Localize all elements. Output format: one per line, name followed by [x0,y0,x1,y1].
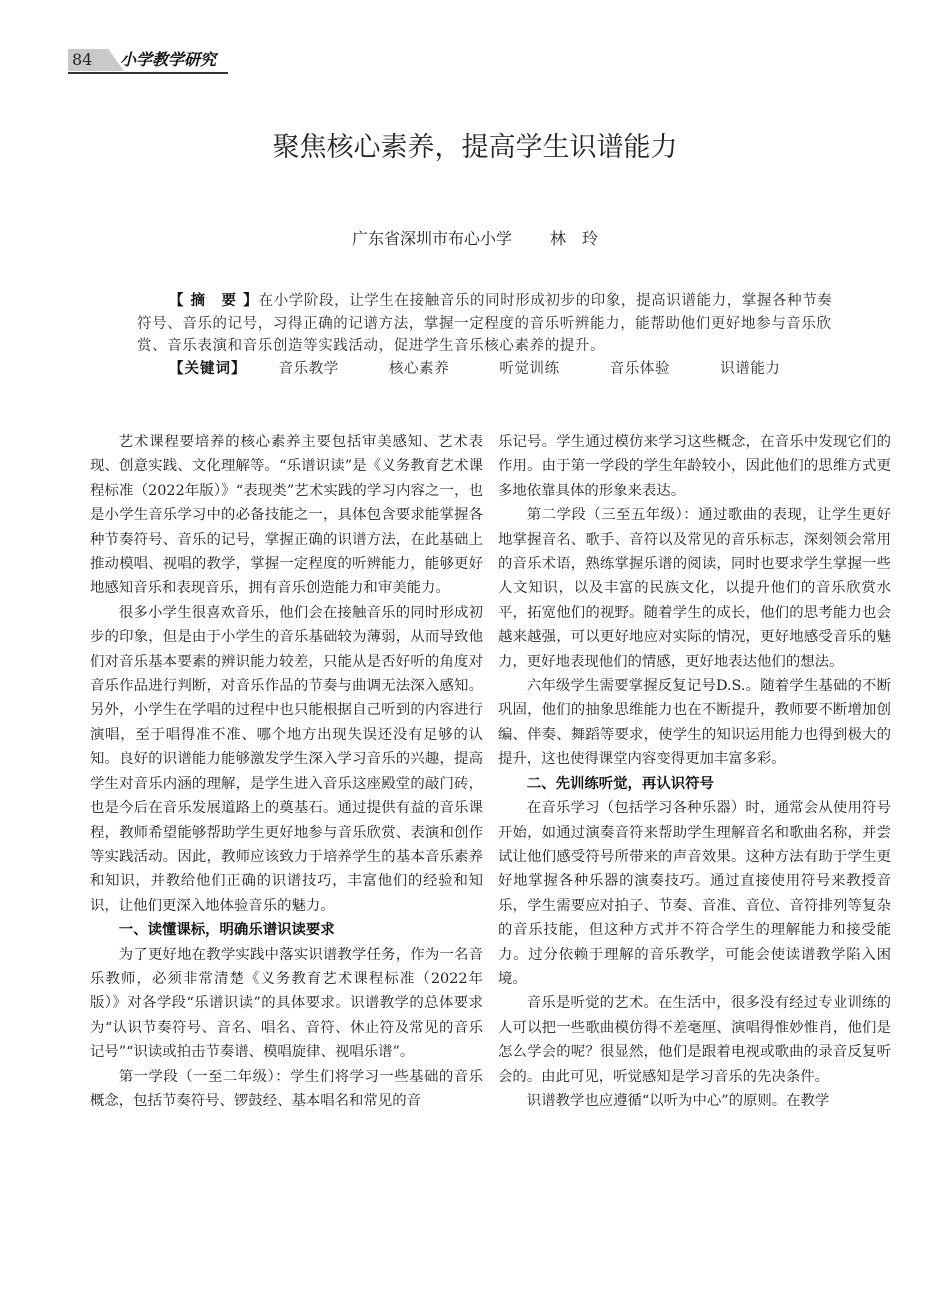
abstract-label: 【 摘 要 】 [169,293,259,309]
section-heading: 一、读懂课标，明确乐谱识读要求 [118,922,335,939]
body-paragraph: 艺术课程要培养的核心素养主要包括审美感知、艺术表现、创意实践、文化理解等。“乐谱识读”是《义务教育艺术课程标准（2022年版）》“表现类”艺术实践的学习内容之一，也是小学生音乐学习中的必备技能之一，具体包含要求能掌握各种节奏符号、音乐的记号，掌握正确的识谱方法，在此基础上推动模唱、视唱的教学，掌握一定程度的听辨能力，能够更好地感知音乐和表现音乐，拥有音乐创造能力和审美能力。 [90,434,483,597]
body-paragraph-continued: 乐记号。学生通过模仿来学习这些概念，在音乐中发现它们的作用。由于第一学段的学生年龄较小，因此他们的思维方式更多地依靠具体的形象来表达。 [498,434,891,499]
body-paragraph: 第一学段（一至二年级）：学生们将学习一些基础的音乐概念，包括节奏符号、锣鼓经、基本唱名和常见的音 [90,1068,483,1109]
page-number: 84 [72,50,93,69]
body-paragraph: 很多小学生很喜欢音乐，他们会在接触音乐的同时形成初步的印象，但是由于小学生的音乐基础较为薄弱，从而导致他们对音乐基本要素的辨识能力较差，只能从是否好听的角度对音乐作品进行判断，对音乐作品的节奏与曲调无法深入感知。另外，小学生在学唱的过程中也只能根据自己听到的内容进行演唱，至于唱得准不准、哪个地方出现失误还没有足够的认知。良好的识谱能力能够激发学生深入学习音乐的兴趣，提高学生对音乐内涵的理解，是学生进入音乐这座殿堂的敲门砖，也是今后在音乐发展道路上的奠基石。通过提供有益的音乐课程，教师希望能够帮助学生更好地参与音乐欣赏、表演和创作等实践活动。因此，教师应该致力于培养学生的基本音乐素养和知识，并教给他们正确的识谱技巧，丰富他们的经验和知识，让他们更深入地体验音乐的魅力。 [90,604,483,914]
keyword: 识谱能力 [720,360,781,377]
abstract-block [137,290,837,380]
journal-name: 小学教学研究 [120,50,217,69]
keyword: 音乐教学 [278,360,339,377]
article-title: 聚焦核心素养，提高学生识谱能力 [272,132,678,163]
section-heading: 二、先训练听觉，再认识符号 [526,775,714,792]
body-paragraph: 六年级学生需要掌握反复记号D.S.。随着学生基础的不断巩固，他们的抽象思维能力也在不断提升，教师要不断增加创编、伴奏、舞蹈等要求，使学生的知识运用能力也得到极大的提升，这也使得课堂内容变得更加丰富多彩。 [498,678,891,768]
author-name: 林 玲 [550,229,599,248]
author-affiliation: 广东省深圳市布心小学 [351,229,512,248]
keywords-label: 【关键词】 [169,360,247,377]
keyword: 听觉训练 [499,360,560,377]
keyword: 核心素养 [388,360,450,377]
abstract-paragraph [137,290,837,358]
header-rule [68,72,228,74]
body-paragraph: 在音乐学习（包括学习各种乐器）时，通常会从使用符号开始，如通过演奏音符来帮助学生理解音名和歌曲名称，并尝试让他们感受符号所带来的声音效果。这种方法有助于学生更好地掌握各种乐器的演奏技巧。通过直接使用符号来教授音乐，学生需要应对拍子、节奏、音准、音位、音符排列等复杂的音乐技能，但这种方式并不符合学生的理解能力和接受能力。过分依赖于理解的音乐教学，可能会使读谱教学陷入困境。 [498,800,891,987]
body-paragraph: 音乐是听觉的艺术。在生活中，很多没有经过专业训练的人可以把一些歌曲模仿得不差毫厘、演唱得惟妙惟肖，他们是怎么学会的呢？很显然，他们是跟着电视或歌曲的录音反复听会的。由此可见，听觉感知是学习音乐的先决条件。 [498,995,891,1085]
abstract-text: 在小学阶段，让学生在接触音乐的同时形成初步的印象，提高识谱能力，掌握各种节奏符号、音乐的记号，习得正确的记谱方法，掌握一定程度的音乐听辨能力，能帮助他们更好地参与音乐欣赏、音乐表演和音乐创造等实践活动，促进学生音乐核心素养的提升。 [137,293,833,354]
body-paragraph: 第二学段（三至五年级）：通过歌曲的表现，让学生更好地掌握音名、歌手、音符以及常见的音乐标志，深刻领会常用的音乐术语，熟练掌握乐谱的阅读，同时也要求学生掌握一些人文知识，以及丰富的民族文化，以提升他们的音乐欣赏水平，拓宽他们的视野。随着学生的成长，他们的思考能力也会越来越强，可以更好地应对实际的情况，更好地感受音乐的魅力，更好地表现他们的情感，更好地表达他们的想法。 [498,507,891,670]
keywords-line [137,358,837,381]
byline [0,228,950,250]
body-paragraph: 识谱教学也应遵循“以听为中心”的原则。在教学 [526,1092,830,1109]
page-header [68,45,928,73]
left-column [90,430,483,1113]
right-column [498,430,891,1113]
keyword: 音乐体验 [609,360,671,377]
body-paragraph: 为了更好地在教学实践中落实识谱教学任务，作为一名音乐教师，必须非常清楚《义务教育艺术课程标准（2022年版）》对各学段“乐谱识读”的具体要求。识谱教学的总体要求为“认识节奏符号、音名、唱名、音符、休止符及常见的音乐记号”“识读或拍击节奏谱、模唱旋律、视唱乐谱”。 [90,946,483,1061]
